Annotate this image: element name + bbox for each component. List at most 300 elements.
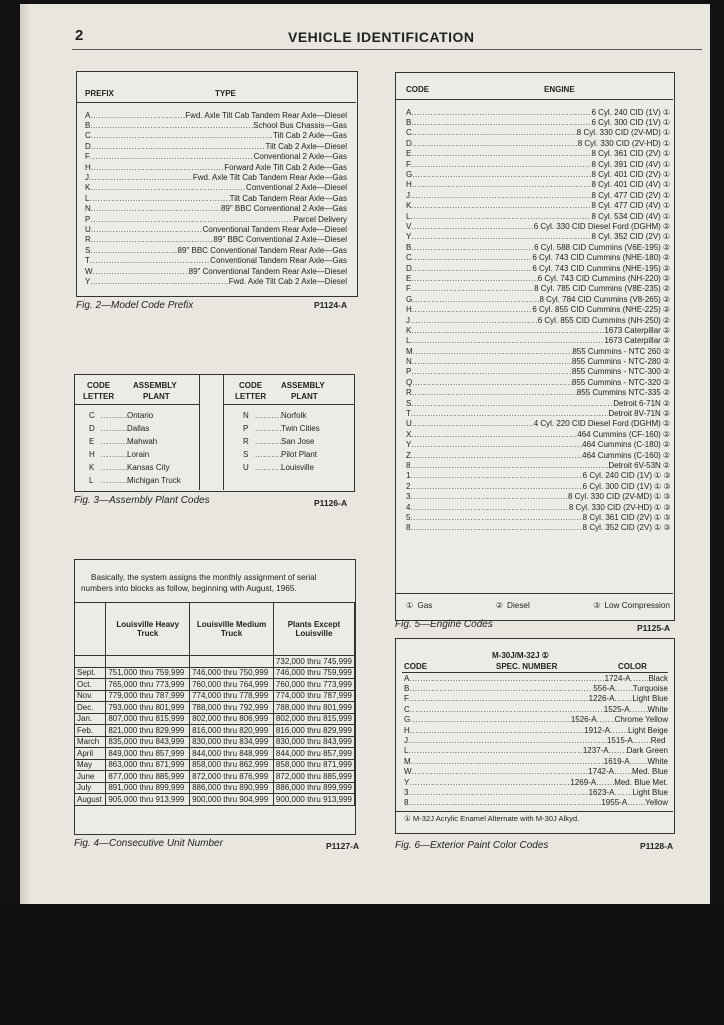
leader-dots (411, 274, 537, 283)
table-cell: 765,000 thru 773,999 (106, 679, 190, 691)
table-row (243, 422, 343, 435)
table-cell: 900,000 thru 913,999 (273, 794, 354, 806)
leader-dots (101, 424, 127, 433)
leader-dots (410, 503, 568, 512)
leader-dots (412, 767, 589, 776)
leader-dots (412, 388, 577, 397)
page-number: 2 (75, 27, 84, 44)
row-value: 4 Cyl. 220 CID Diesel Ford (DGHM) (533, 419, 661, 429)
leader-dots (89, 194, 229, 203)
row-code: J (404, 736, 408, 746)
table-row (406, 388, 670, 398)
row-code: K (89, 463, 95, 472)
table-row (406, 128, 670, 138)
fuel-type-marker: ① (662, 138, 670, 148)
row-code: J (85, 173, 89, 183)
table-row (406, 315, 670, 325)
row-value: 6 Cyl. 743 CID Cummins (NHE-195) (532, 263, 661, 273)
table-cell: 779,000 thru 787,999 (106, 690, 190, 702)
table-row (406, 180, 670, 190)
table-cell: 900,000 thru 904,999 (190, 794, 274, 806)
assembly-header-right: ASSEMBLY (281, 381, 325, 390)
table-row (404, 683, 668, 693)
table-row (75, 759, 355, 771)
table-cell: 844,000 thru 857,999 (273, 748, 354, 760)
table-row (75, 667, 355, 679)
row-value: 6 Cyl. 240 CID (1V) (582, 471, 652, 481)
color-name: Light Blue (632, 694, 668, 704)
leader-dots (409, 778, 570, 787)
table-row (85, 235, 347, 245)
row-value: School Bus Chassis—Gas (253, 121, 347, 131)
table-cell: Jan. (75, 713, 106, 725)
leader-dots (410, 715, 571, 724)
table-cell: Oct. (75, 679, 106, 691)
table-cell: 835,000 thru 843,999 (106, 736, 190, 748)
fig3-code: P1126-A (314, 498, 348, 508)
table-row (75, 771, 355, 783)
row-value: Parcel Delivery (293, 214, 347, 224)
leader-dots (409, 674, 604, 683)
color-name: Yellow (645, 798, 668, 808)
table-row (404, 787, 668, 797)
fig5-code: P1125-A (637, 623, 671, 633)
spec-number: 1269-A (570, 777, 597, 787)
fuel-type-marker: ① ③ (654, 471, 671, 481)
table-row (85, 255, 347, 265)
row-value: 1673 Caterpillar (604, 336, 661, 346)
row-code: B (85, 121, 91, 131)
plant-name: Mahwah (127, 437, 158, 446)
table-cell: April (75, 748, 106, 760)
leader-dots (410, 191, 591, 200)
leader-dots (408, 788, 588, 797)
header-rule-right (224, 404, 354, 405)
row-code: R (85, 235, 91, 245)
table-row (406, 107, 670, 117)
row-code: J (406, 190, 410, 200)
row-value: Forward Axle Tilt Cab 2 Axle—Gas (224, 162, 347, 172)
table-row (406, 242, 670, 252)
table-cell: 802,000 thru 815,999 (273, 713, 354, 725)
row-code: C (406, 253, 412, 263)
color-name: Turquoise (632, 684, 668, 694)
row-code: 1 (406, 471, 411, 481)
table-row (406, 356, 670, 366)
table-row (89, 474, 189, 487)
leader-dots (91, 235, 214, 244)
fuel-type-marker: ① ③ (654, 481, 671, 491)
spec-number: 1237-A (582, 746, 609, 756)
table-cell: 872,000 thru 876,999 (190, 771, 274, 783)
fuel-type-marker: ① (662, 107, 670, 117)
table-row (75, 794, 355, 806)
leader-dots (255, 437, 281, 446)
row-code: D (406, 138, 412, 148)
row-code: 3 (404, 787, 409, 797)
leader-dots (411, 430, 577, 439)
leader-dots (597, 715, 615, 724)
row-code: A (85, 110, 91, 120)
page-title: VEHICLE IDENTIFICATION (288, 29, 475, 45)
code-header-right: CODE (239, 381, 263, 390)
table-row (243, 409, 343, 422)
leader-dots (91, 163, 225, 172)
row-code: E (406, 149, 412, 159)
fuel-type-marker: ② (662, 294, 670, 304)
row-value: 89" BBC Conventional 2 Axle—Gas (220, 204, 347, 214)
row-code: R (243, 437, 249, 446)
leader-dots (411, 451, 582, 460)
row-code: L (404, 746, 409, 756)
leader-dots (410, 726, 584, 735)
engine-codes-table (395, 72, 675, 621)
color-name: White (647, 704, 668, 714)
fuel-type-marker: ② (662, 346, 670, 356)
table-row (89, 409, 189, 422)
row-code: H (404, 725, 410, 735)
table-row (406, 429, 670, 439)
col-other-plants: Plants Except Louisville (273, 603, 354, 656)
leader-dots (411, 108, 591, 117)
plant-name: Lorain (127, 450, 150, 459)
spec-number: 1955-A (601, 798, 628, 808)
leader-dots (410, 461, 608, 470)
model-code-prefix-table (76, 71, 358, 297)
leader-dots (91, 204, 221, 213)
row-code: B (406, 118, 412, 128)
row-code: 2 (406, 481, 411, 491)
plant-name: Ontario (127, 411, 154, 420)
fuel-type-marker: ② (662, 263, 670, 273)
row-code: M (404, 756, 411, 766)
table-row (406, 221, 670, 231)
fuel-type-marker: ① (662, 128, 670, 138)
row-code: A (404, 673, 410, 683)
row-code: F (404, 694, 409, 704)
leader-dots (410, 471, 582, 480)
leader-dots (633, 736, 651, 745)
table-row (406, 211, 670, 221)
table-row (404, 715, 668, 725)
fuel-type-marker: ① (662, 118, 670, 128)
table-row (406, 346, 670, 356)
table-row (404, 767, 668, 777)
legend-marker: ② (495, 601, 504, 610)
fuel-type-marker: ② (662, 388, 670, 398)
consecutive-unit-table (74, 559, 356, 835)
spec-number: 1226-A (588, 694, 615, 704)
table-row (406, 460, 670, 470)
row-value: 6 Cyl. 743 CID Cummins (NH-220) (537, 273, 661, 283)
row-code: F (406, 159, 411, 169)
table-row (406, 284, 670, 294)
row-value: Detroit 6V-53N (608, 460, 661, 470)
footnote: ① M-32J Acrylic Enamel Alternate with M-30J Alkyd. (404, 814, 580, 823)
table-row (406, 523, 670, 533)
row-code: L (406, 211, 411, 221)
row-code: K (406, 201, 412, 211)
row-code: S (85, 245, 91, 255)
leader-dots (412, 264, 533, 273)
row-code: K (406, 325, 412, 335)
row-code: A (406, 107, 412, 117)
plant-name: Michigan Truck (127, 476, 181, 485)
leader-dots (413, 347, 573, 356)
leader-dots (412, 180, 592, 189)
leader-dots (255, 450, 281, 459)
table-row (89, 448, 189, 461)
row-value: 89" BBC Conventional Tandem Rear Axle—Gas (177, 245, 347, 255)
fuel-type-marker: ① (662, 190, 670, 200)
leader-dots (627, 798, 645, 807)
row-code: H (85, 162, 91, 172)
leader-dots (412, 295, 539, 304)
table-cell: 816,000 thru 820,999 (190, 725, 274, 737)
leader-dots (410, 316, 538, 325)
leader-dots (101, 476, 127, 485)
row-value: 8 Cyl. 401 CID (2V) (591, 170, 661, 180)
row-code: N (85, 204, 91, 214)
table-row (406, 502, 670, 512)
fuel-type-marker: ② (662, 315, 670, 325)
leader-dots (411, 399, 613, 408)
spec-number: 1742-A (588, 767, 614, 777)
row-code: M (406, 346, 413, 356)
legend-label: Low Compression (604, 601, 670, 610)
leader-dots (412, 305, 533, 314)
table-row (85, 204, 347, 214)
spec-number: 1619-A (603, 756, 630, 766)
fuel-type-marker: ① (662, 180, 670, 190)
leader-dots (410, 492, 568, 501)
spec-top-header: M-30J/M-32J ① (492, 651, 549, 660)
row-value: Conventional Tandem Rear Axle—Diesel (202, 224, 347, 234)
leader-dots (412, 378, 572, 387)
row-code: S (243, 450, 249, 459)
color-name: Light Beige (627, 725, 668, 735)
fuel-type-marker: ② (662, 419, 670, 429)
table-cell: 886,000 thru 890,999 (190, 782, 274, 794)
fuel-type-marker: ② (662, 221, 670, 231)
table-row (89, 435, 189, 448)
leader-dots (90, 111, 185, 120)
row-code: 8 (406, 523, 411, 533)
table-row (85, 131, 347, 141)
leader-dots (610, 726, 628, 735)
row-value: 6 Cyl. 588 CID Cummins (V6E-195) (534, 242, 661, 252)
row-code: R (406, 388, 412, 398)
table-row (406, 450, 670, 460)
table-row (406, 481, 670, 491)
leader-dots (614, 788, 632, 797)
table-cell: 802,000 thru 806,999 (190, 713, 274, 725)
table-row (406, 138, 670, 148)
row-value: 6 Cyl. 855 CID Cummins (NH-250) (537, 315, 661, 325)
engine-rows (406, 107, 670, 533)
row-value: 8 Cyl. 330 CID (2V-MD) (576, 128, 661, 138)
row-code: C (89, 411, 95, 420)
fig2-caption: Fig. 2—Model Code Prefix (76, 300, 194, 311)
table-cell: Feb. (75, 725, 106, 737)
row-value: 8 Cyl. 477 CID (2V) (591, 190, 661, 200)
fuel-type-marker: ② (662, 377, 670, 387)
assembly-plant-table (74, 374, 355, 492)
row-code: C (406, 128, 412, 138)
plant-name: Louisville (281, 463, 314, 472)
leader-dots (596, 778, 614, 787)
prefix-rows (85, 110, 347, 287)
row-code: D (406, 263, 412, 273)
leader-dots (410, 513, 582, 522)
table-row (404, 704, 668, 714)
leader-dots (93, 267, 189, 276)
table-cell: 760,000 thru 773,999 (273, 679, 354, 691)
legend-item (593, 600, 670, 610)
fig3-caption: Fig. 3—Assembly Plant Codes (74, 495, 210, 506)
row-code: W (404, 767, 412, 777)
table-row (406, 263, 670, 273)
table-row (406, 190, 670, 200)
leader-dots (90, 183, 246, 192)
fuel-type-marker: ① (662, 232, 670, 242)
row-code: D (85, 141, 91, 151)
table-cell: March (75, 736, 106, 748)
table-row (406, 232, 670, 242)
table-row (406, 294, 670, 304)
row-code: Z (406, 450, 411, 460)
row-value: 89" Conventional Tandem Rear Axle—Diesel (188, 266, 347, 276)
row-value: Conventional 2 Axle—Diesel (246, 183, 347, 193)
leader-dots (410, 212, 591, 221)
leader-dots (412, 357, 572, 366)
plant-name: Norfolk (281, 411, 307, 420)
color-name: Chrome Yellow (614, 715, 668, 725)
row-code: Y (406, 232, 412, 242)
table-cell: 863,000 thru 871,999 (106, 759, 190, 771)
table-row (243, 461, 343, 474)
table-row (404, 694, 668, 704)
table-row (406, 419, 670, 429)
plant-name: Twin Cities (281, 424, 320, 433)
row-value: Conventional Tandem Rear Axle—Gas (210, 256, 347, 266)
row-code: X (406, 429, 412, 439)
row-code: W (85, 266, 93, 276)
blank-cell (106, 656, 190, 668)
table-row (75, 713, 355, 725)
row-value: Tilt Cab 2 Axle—Gas (273, 131, 347, 141)
leader-dots (255, 463, 281, 472)
leader-dots (101, 463, 127, 472)
footnote-rule (396, 811, 673, 812)
row-code: G (406, 294, 413, 304)
table-row (85, 152, 347, 162)
header-rule (396, 99, 673, 100)
leader-dots (91, 131, 273, 140)
row-code: V (406, 221, 412, 231)
row-value: 8 Cyl. 391 CID (4V) (591, 159, 661, 169)
row-value: Fwd. Axle Tilt Cab 2 Axle—Diesel (228, 276, 347, 286)
leader-dots (91, 225, 203, 234)
row-code: Y (406, 440, 412, 450)
table-cell: 830,000 thru 834,999 (190, 736, 274, 748)
row-value: 6 Cyl. 330 CID Diesel Ford (DGHM) (533, 221, 661, 231)
blank-cell (75, 656, 106, 668)
row-code: D (89, 424, 95, 433)
fuel-type-marker: ① (662, 201, 670, 211)
row-value: 8 Cyl. 352 CID (2V) (591, 232, 661, 242)
fuel-type-marker: ① ③ (654, 502, 671, 512)
leader-dots (90, 246, 177, 255)
row-code: Q (406, 377, 413, 387)
table-cell: 760,000 thru 764,999 (190, 679, 274, 691)
row-code: H (406, 305, 412, 315)
table-row (406, 398, 670, 408)
plant-rows-left (89, 409, 189, 487)
table-cell: 746,000 thru 759,999 (273, 667, 354, 679)
row-code: T (85, 256, 90, 266)
leader-dots (90, 152, 254, 161)
row-value: 8 Cyl. 361 CID (2V) (591, 149, 661, 159)
table-row (85, 141, 347, 151)
leader-dots (412, 128, 577, 137)
row-code: 3 (406, 492, 411, 502)
row-code: U (85, 224, 91, 234)
row-code: E (406, 273, 412, 283)
fuel-type-marker: ② (662, 273, 670, 283)
table-cell: 830,000 thru 843,999 (273, 736, 354, 748)
color-name: Black (648, 673, 668, 683)
table-cell: 858,000 thru 871,999 (273, 759, 354, 771)
table-row (406, 201, 670, 211)
row-code: B (406, 242, 412, 252)
leader-dots (411, 440, 582, 449)
row-code: S (406, 398, 412, 408)
table-row (406, 512, 670, 522)
row-value: 8 Cyl. 330 CID (2V-MD) (567, 492, 652, 502)
table-row (75, 748, 355, 760)
row-code: 8 (404, 798, 409, 808)
table-cell: August (75, 794, 106, 806)
table-cell: 877,000 thru 885,999 (106, 771, 190, 783)
leader-dots (408, 736, 607, 745)
blank-cell (190, 656, 274, 668)
fig2-code: P1124-A (314, 300, 348, 310)
leader-dots (411, 222, 533, 231)
fuel-type-marker: ② (662, 440, 670, 450)
table-row (243, 448, 343, 461)
fuel-type-marker: ② (662, 284, 670, 294)
leader-dots (412, 419, 534, 428)
leader-dots (409, 684, 593, 693)
row-value: 855 Cummins - NTC-300 (571, 367, 661, 377)
table-cell: 774,000 thru 787,999 (273, 690, 354, 702)
code-header: CODE (404, 662, 428, 671)
leader-dots (614, 767, 632, 776)
leader-dots (409, 694, 589, 703)
row-value: 8 Cyl. 330 CID (2V-HD) (577, 138, 661, 148)
leader-dots (609, 746, 627, 755)
leader-dots (411, 243, 534, 252)
row-value: 855 Cummins NTC-335 (576, 388, 661, 398)
row-value: Tilt Cab Tandem Rear Axle—Gas (229, 193, 347, 203)
spec-number: 556-A (593, 684, 615, 694)
row-code: H (89, 450, 95, 459)
table-row (406, 408, 670, 418)
row-code: P (406, 367, 412, 377)
table-row (85, 110, 347, 120)
blank-cell (75, 603, 106, 656)
